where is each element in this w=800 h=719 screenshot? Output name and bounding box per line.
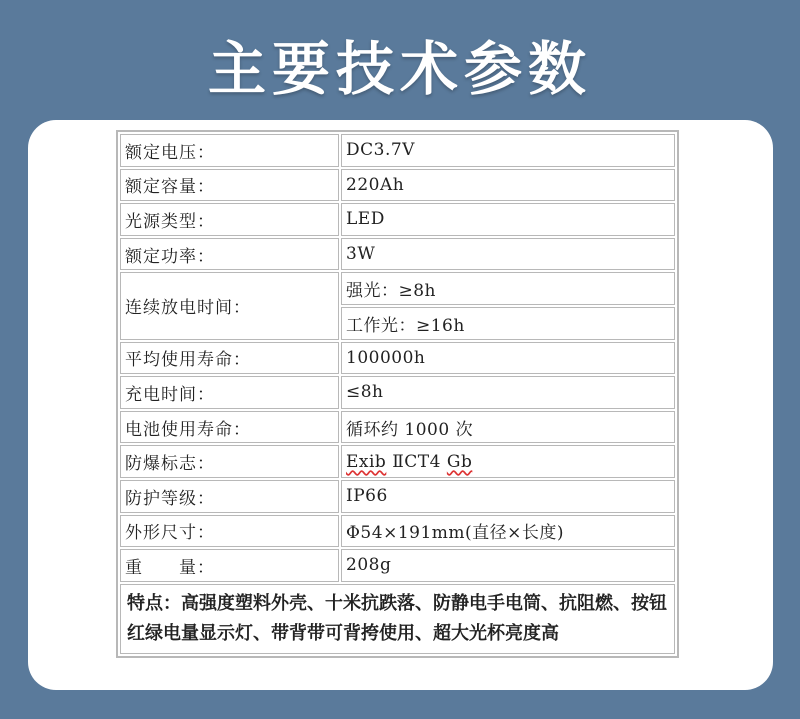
- service-life-label: 平均使用寿命：: [120, 342, 339, 375]
- protection-level-label: 防护等级：: [120, 480, 339, 513]
- table-row: [120, 272, 675, 305]
- explosion-mark-part: Gb: [446, 451, 473, 472]
- table-row: [120, 169, 675, 202]
- explosion-mark-label: 防爆标志：: [120, 445, 339, 478]
- battery-life-label: 电池使用寿命：: [120, 411, 339, 444]
- rated-voltage-value: DC3.7V: [341, 134, 675, 167]
- service-life-value: 100000h: [341, 342, 675, 375]
- charge-time-value: ≤8h: [341, 376, 675, 409]
- light-source-value: LED: [341, 203, 675, 236]
- battery-life-value: 循环约 1000 次: [341, 411, 675, 444]
- features-text: 特点：高强度塑料外壳、十米抗跌落、防静电手电筒、抗阻燃、按钮红绿电量显示灯、带背带可背挎使用、超大光杯亮度高: [120, 584, 675, 654]
- light-source-label: 光源类型：: [120, 203, 339, 236]
- rated-power-value: 3W: [341, 238, 675, 271]
- table-row: [120, 549, 675, 582]
- table-row: [120, 584, 675, 654]
- dimensions-value: Φ54×191mm(直径×长度): [341, 515, 675, 548]
- rated-capacity-value: 220Ah: [341, 169, 675, 202]
- table-row: [120, 515, 675, 548]
- dimensions-label: 外形尺寸：: [120, 515, 339, 548]
- table-row: [120, 376, 675, 409]
- table-row: [120, 134, 675, 167]
- table-row: [120, 411, 675, 444]
- table-row: [120, 445, 675, 478]
- weight-value: 208g: [341, 549, 675, 582]
- protection-level-value: IP66: [341, 480, 675, 513]
- discharge-time-label: 连续放电时间：: [120, 272, 339, 339]
- weight-label: 重 量：: [120, 549, 339, 582]
- table-row: [120, 203, 675, 236]
- explosion-mark-part: Exib: [346, 451, 387, 472]
- explosion-mark-value: [341, 445, 675, 478]
- table-row: [120, 238, 675, 271]
- discharge-strong-value: 强光：≥8h: [341, 272, 675, 305]
- explosion-mark-part: ⅡCT4: [386, 451, 447, 472]
- charge-time-label: 充电时间：: [120, 376, 339, 409]
- table-row: [120, 480, 675, 513]
- rated-capacity-label: 额定容量：: [120, 169, 339, 202]
- rated-power-label: 额定功率：: [120, 238, 339, 271]
- page-title: 主要技术参数: [207, 35, 592, 103]
- table-row: [120, 342, 675, 375]
- discharge-work-value: 工作光：≥16h: [341, 307, 675, 340]
- rated-voltage-label: 额定电压：: [120, 134, 339, 167]
- spec-table: [116, 130, 679, 658]
